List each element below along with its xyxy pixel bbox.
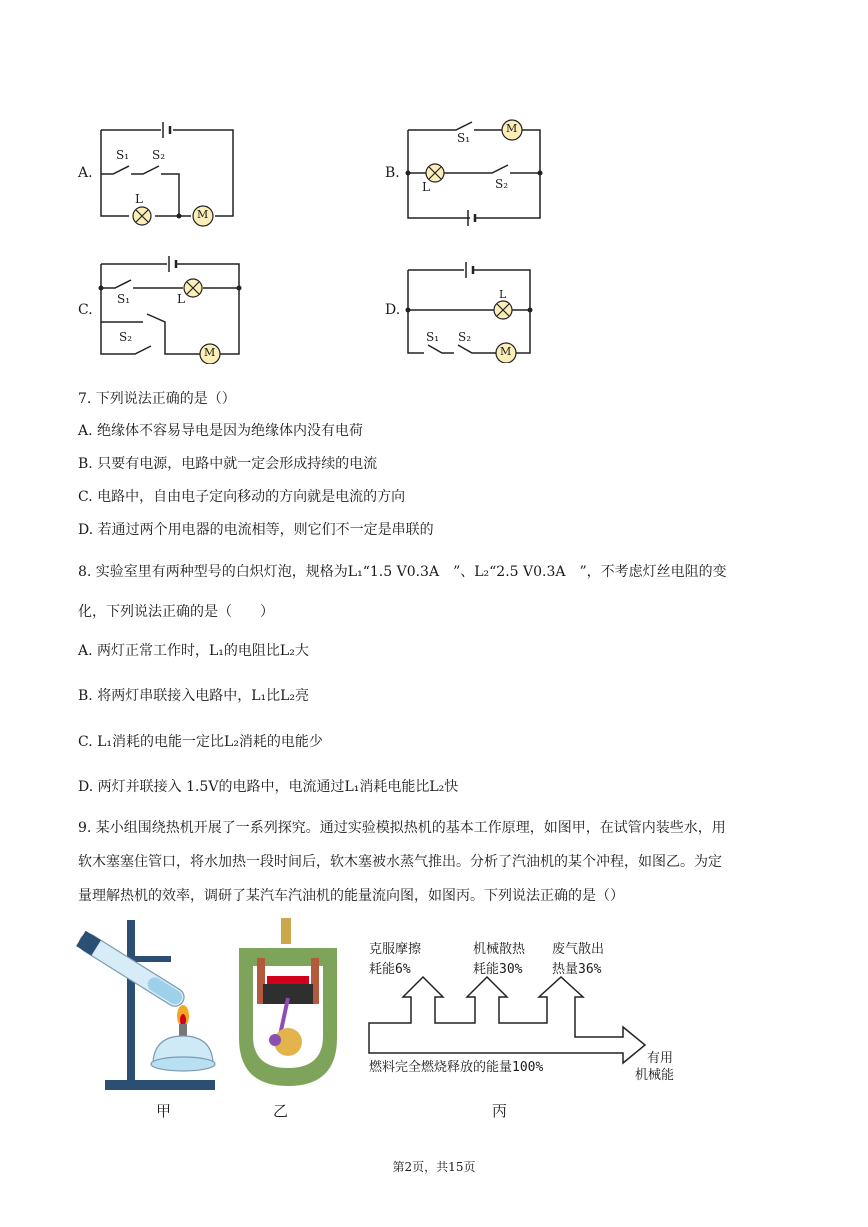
switch-s2-label: S₂: [119, 330, 133, 344]
q8-option-c: C. L₁消耗的电能一定比L₂消耗的电能少: [78, 734, 323, 750]
q8-stem-line1: 8. 实验室里有两种型号的白炽灯泡，规格为L₁“1.5 V0.3A ”、L₂“2.5 V0.3A ”，不考虑灯丝电阻的变: [78, 564, 727, 580]
q9-line2: 软木塞塞住管口，将水加热一段时间后，软木塞被水蒸气推出。分析了汽油机的某个冲程，如图乙。为定: [78, 854, 722, 870]
q9-line3: 量理解热机的效率，调研了某汽车汽油机的能量流向图，如图丙。下列说法正确的是（）: [78, 888, 624, 904]
switch-s2-label: S₂: [152, 148, 166, 162]
option-a-letter: A.: [78, 165, 93, 181]
lamp-label: L: [177, 292, 185, 306]
lamp-label: L: [499, 288, 507, 301]
figure-bing-energy-flow: [365, 937, 705, 1082]
exhaust-loss-line2: 热量36%: [552, 962, 602, 977]
heat-loss-line2: 耗能30%: [473, 962, 523, 977]
q7-option-c: C. 电路中，自由电子定向移动的方向就是电流的方向: [78, 489, 406, 505]
switch-s1-label: S₁: [117, 292, 131, 306]
q9-line1: 9. 某小组围绕热机开展了一系列探究。通过实验模拟热机的基本工作原理，如图甲，在试管内装些水，用: [78, 820, 726, 836]
circuit-c-diagram: [95, 252, 245, 364]
motor-symbol: M: [506, 122, 518, 135]
option-d-letter: D.: [385, 302, 401, 318]
exhaust-loss-line1: 废气散出: [552, 942, 605, 957]
friction-loss-line2: 耗能6%: [369, 962, 411, 977]
page-number-footer: 第2页，共15页: [392, 1160, 476, 1174]
figure-jia-label: 甲: [156, 1102, 172, 1120]
q8-stem-line2: 化，下列说法正确的是（ ）: [78, 604, 274, 620]
lamp-label: L: [135, 192, 143, 206]
switch-s2-label: S₂: [495, 177, 509, 191]
lamp-label: L: [422, 180, 430, 194]
figure-jia-test-tube-apparatus: [75, 912, 225, 1097]
q7-option-a: A. 绝缘体不容易导电是因为绝缘体内没有电荷: [78, 423, 364, 439]
switch-s2-label: S₂: [458, 330, 472, 344]
q7-stem: 7. 下列说法正确的是（）: [78, 391, 236, 407]
heat-loss-line1: 机械散热: [473, 942, 526, 957]
total-energy-label: 燃料完全燃烧释放的能量100%: [369, 1060, 544, 1075]
q8-option-a: A. 两灯正常工作时，L₁的电阻比L₂大: [78, 643, 309, 659]
motor-symbol: M: [197, 208, 209, 221]
figure-yi-engine-cylinder: [233, 918, 343, 1093]
motor-symbol: M: [500, 345, 512, 358]
switch-s1-label: S₁: [457, 131, 471, 145]
q8-option-d: D. 两灯并联接入 1.5V的电路中，电流通过L₁消耗电能比L₂快: [78, 779, 459, 795]
switch-s1-label: S₁: [116, 148, 130, 162]
q8-option-b: B. 将两灯串联接入电路中，L₁比L₂亮: [78, 688, 310, 704]
motor-symbol: M: [204, 346, 216, 359]
figure-bing-label: 丙: [492, 1102, 508, 1120]
friction-loss-line1: 克服摩擦: [369, 942, 422, 957]
q7-option-d: D. 若通过两个用电器的电流相等，则它们不一定是串联的: [78, 522, 434, 538]
useful-energy-line1: 有用: [647, 1051, 674, 1066]
option-b-letter: B.: [385, 165, 400, 181]
figure-yi-label: 乙: [273, 1102, 289, 1120]
option-c-letter: C.: [78, 302, 93, 318]
switch-s1-label: S₁: [426, 330, 440, 344]
circuit-b-diagram: [400, 118, 550, 233]
circuit-a-diagram: [95, 118, 240, 228]
useful-energy-line2: 机械能: [635, 1068, 675, 1083]
circuit-d-diagram: [400, 258, 540, 363]
q7-option-b: B. 只要有电源，电路中就一定会形成持续的电流: [78, 456, 378, 472]
